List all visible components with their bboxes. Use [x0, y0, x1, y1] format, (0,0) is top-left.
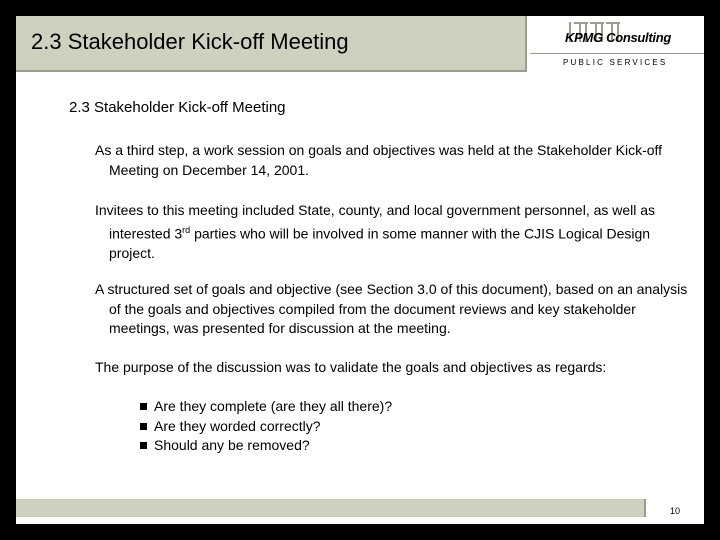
- list-item: [140, 397, 392, 417]
- page-number: 10: [669, 506, 680, 516]
- list-item: [140, 417, 392, 437]
- square-bullet-icon: [140, 442, 147, 449]
- bullet-text: Are they complete (are they all there)?: [154, 398, 393, 414]
- bullet-text: Are they worded correctly?: [154, 417, 321, 434]
- paragraph-3: A structured set of goals and objective (see Section 3.0 of this document), based on an analysis of the goals and objectives compiled from the document reviews and key stakeholder meetings, was presented for discussion at the meeting.: [95, 281, 688, 336]
- list-item: [140, 436, 392, 456]
- paragraph-4: [95, 358, 699, 378]
- footer-bar: [16, 499, 646, 517]
- paragraph-2-text-after: parties who will be involved in some manner with the CJIS Logical Design project.: [109, 225, 651, 261]
- square-bullet-icon: [140, 423, 147, 430]
- paragraph-2: [95, 201, 699, 263]
- paragraph-1: As a third step, a work session on goals and objectives was held at the Stakeholder Kick-off Meeting on December 14, 2001.: [95, 142, 663, 178]
- paragraph-4-text: The purpose of the discussion was to validate the goals and objectives as regards:: [95, 359, 607, 375]
- logo-divider: [530, 53, 704, 54]
- section-heading: 2.3 Stakeholder Kick-off Meeting: [69, 99, 286, 116]
- slide-page: [16, 16, 704, 524]
- page-number-box: [646, 499, 704, 524]
- paragraph-2-text-before: Invitees to this meeting included State, county, and local government personnel, as well as interested 3: [95, 202, 656, 242]
- square-bullet-icon: [140, 403, 147, 410]
- paragraph-2-superscript: rd: [182, 224, 191, 235]
- bullet-list: [140, 397, 392, 456]
- header-title-box: [16, 16, 527, 72]
- slide-title: 2.3 Stakeholder Kick-off Meeting: [31, 29, 349, 54]
- bullet-text: Should any be removed?: [154, 437, 310, 453]
- logo-text: KPMG Consulting: [565, 30, 671, 45]
- logo-subtitle: PUBLIC SERVICES: [563, 58, 668, 67]
